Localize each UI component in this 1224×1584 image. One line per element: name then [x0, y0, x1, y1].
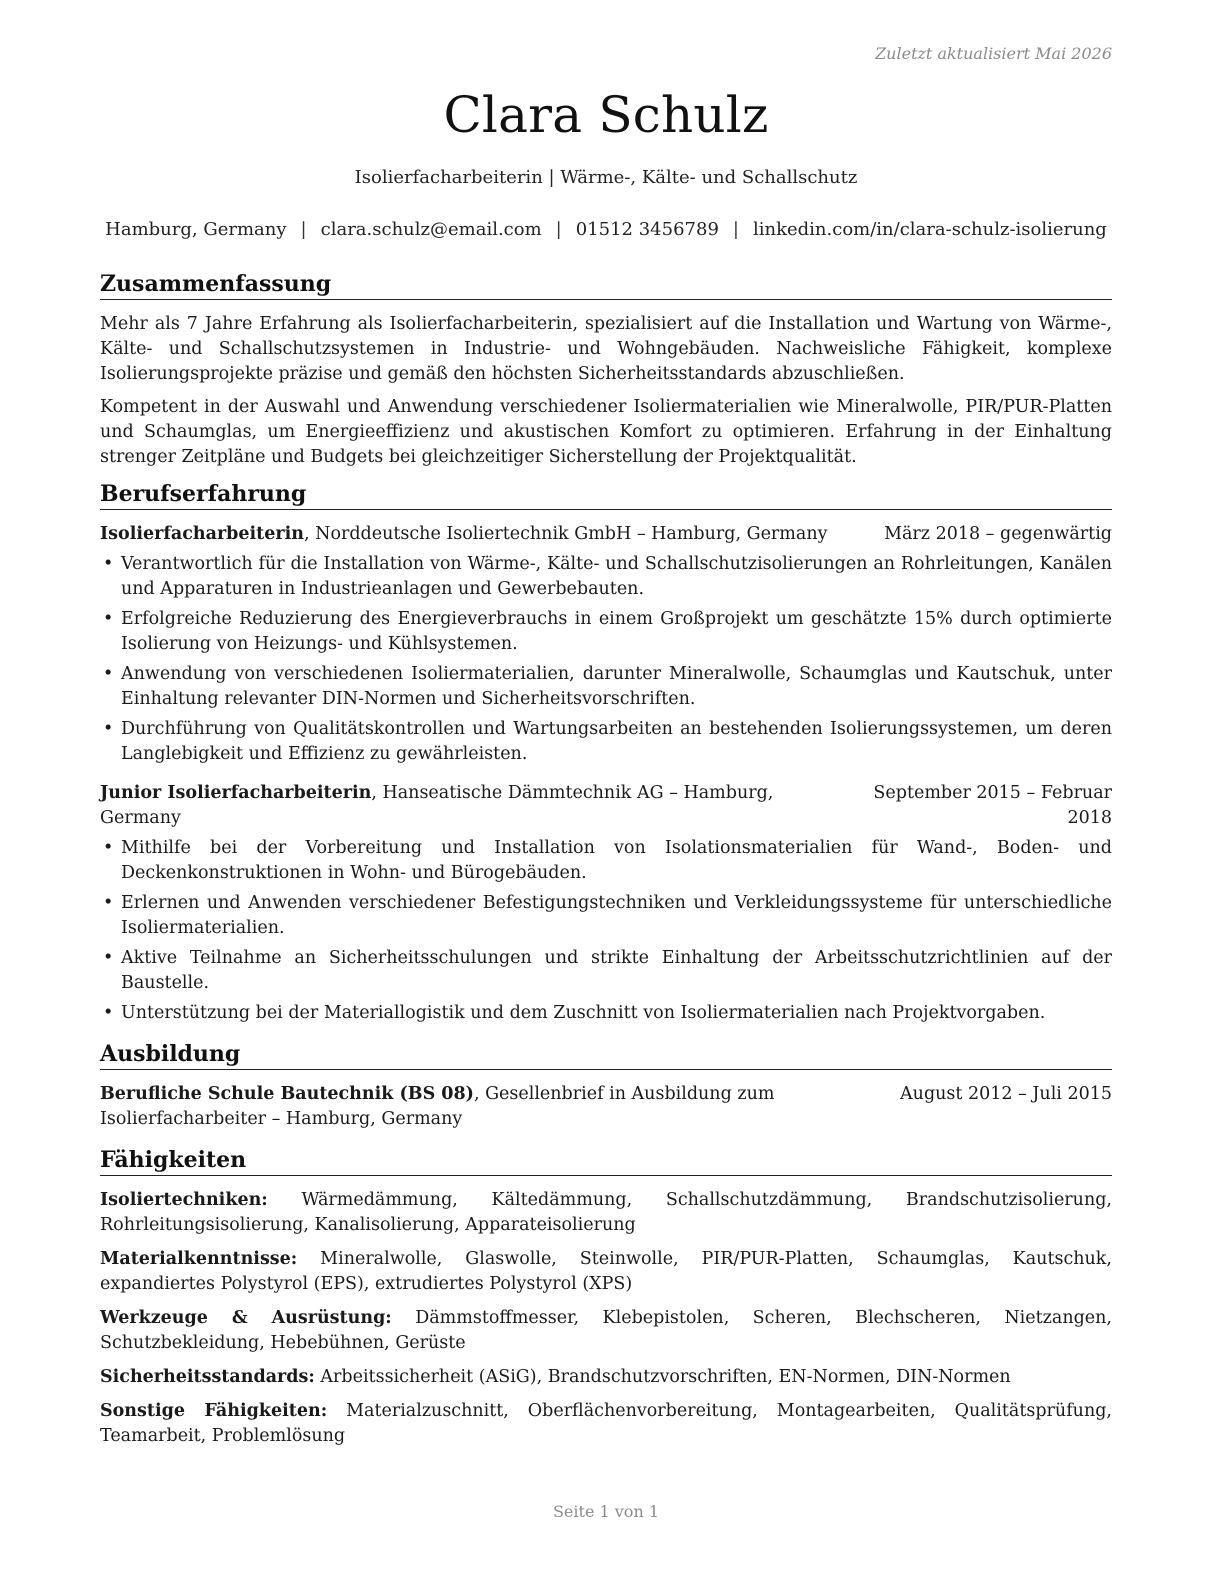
bullet-icon: •: [103, 719, 114, 739]
skill-row: [100, 1188, 1112, 1238]
contact-separator: |: [555, 219, 562, 240]
job-dates: September 2015 – Februar 2018: [873, 783, 1112, 828]
bullet-icon: •: [103, 609, 114, 629]
summary-paragraph: Kompetent in der Auswahl und Anwendung verschiedener Isoliermaterialien wie Mineralwolle, PIR/PUR-Platten und Schaumglas, um Energieeffizienz und akustischen Komfort zu optimieren. Erfahrung in der Einhaltung strenger Zeitpläne und Budgets bei gleichzeitiger Sicherstellung der Projektqualität.: [100, 397, 1112, 467]
skill-label: Isoliertechniken:: [100, 1190, 268, 1210]
list-item: • Erlernen und Anwenden verschiedener Befestigungstechniken und Verkleidungssysteme für unterschiedliche Isoliermaterialien.: [103, 893, 1112, 938]
summary-paragraph: Mehr als 7 Jahre Erfahrung als Isolierfacharbeiterin, spezialisiert auf die Installation und Wartung von Wärme-, Kälte- und Schallschutzsystemen in Industrie- und Wohngebäuden. Nachweisliche Fähigkeit, komplexe Isolierungsprojekte präzise und gemäß den höchsten Sicherheitsstandards abzuschließen.: [100, 314, 1112, 384]
job-company: , Hanseatische Dämmtechnik AG – Hamburg, Germany: [100, 783, 774, 828]
job-bullets: [100, 552, 1112, 767]
section-title-experience: Berufserfahrung: [100, 480, 1112, 510]
list-item: • Unterstützung bei der Materiallogistik und dem Zuschnitt von Isoliermaterialien nach Projektvorgaben.: [100, 1001, 1112, 1026]
bullet-icon: •: [103, 554, 114, 574]
skill-row: [100, 1365, 1112, 1390]
list-item: • Anwendung von verschiedenen Isoliermaterialien, darunter Mineralwolle, Schaumglas und Kautschuk, unter Einhaltung relevanter DIN-Normen und Sicherheitsvorschriften.: [103, 664, 1112, 709]
skill-value: Dämmstoffmesser, Klebepistolen, Scheren, Blechscheren, Nietzangen, Schutzbekleidung, Hebebühnen, Gerüste: [100, 1308, 1112, 1353]
bullet-icon: •: [103, 838, 114, 858]
skill-value: Wärmedämmung, Kältedämmung, Schallschutzdämmung, Brandschutzisolierung, Rohrleitungsisolierung, Kanalisolierung, Apparateisolierung: [100, 1190, 1112, 1235]
job-bullets: [100, 836, 1112, 1026]
job-role: Isolierfacharbeiterin: [100, 524, 304, 544]
bullet-icon: •: [103, 664, 114, 684]
skill-label: Sicherheitsstandards:: [100, 1367, 315, 1387]
education-entry: [100, 1082, 1112, 1132]
page-number: Seite 1 von 1: [552, 1502, 660, 1521]
summary-section: [100, 270, 1112, 470]
list-item: • Durchführung von Qualitätskontrollen und Wartungsarbeiten an bestehenden Isolierungssystemen, um deren Langlebigkeit und Effizienz zu gewährleisten.: [103, 719, 1112, 764]
experience-section: [100, 480, 1112, 1026]
skill-label: Werkzeuge & Ausrüstung:: [100, 1308, 392, 1328]
job-dates: März 2018 – gegenwärtig: [884, 524, 1112, 544]
skill-value: Arbeitssicherheit (ASiG), Brandschutzvorschriften, EN-Normen, DIN-Normen: [320, 1367, 1011, 1387]
list-item: • Erfolgreiche Reduzierung des Energieverbrauchs in einem Großprojekt um geschätzte 15% durch optimierte Isolierung von Heizungs- und Kühlsystemen.: [103, 609, 1112, 654]
education-dates: August 2012 – Juli 2015: [900, 1084, 1112, 1104]
education-detail: , Gesellenbrief in Ausbildung zum Isolierfacharbeiter – Hamburg, Germany: [100, 1084, 775, 1129]
contact-phone: 01512 3456789: [575, 219, 719, 240]
skill-value: Mineralwolle, Glaswolle, Steinwolle, PIR/PUR-Platten, Schaumglas, Kautschuk, expandiertes Polystyrol (EPS), extrudiertes Polystyrol (XPS): [100, 1249, 1112, 1294]
skill-row: [100, 1306, 1112, 1356]
job-entry: [100, 522, 1112, 767]
skills-section: [100, 1146, 1112, 1449]
bullet-icon: •: [103, 1003, 114, 1023]
skill-value: Materialzuschnitt, Oberflächenvorbereitung, Montagearbeiten, Qualitätsprüfung, Teamarbeit, Problemlösung: [100, 1401, 1112, 1446]
bullet-icon: •: [103, 948, 114, 968]
job-header: [100, 781, 1112, 831]
skill-label: Materialkenntnisse:: [100, 1249, 298, 1269]
candidate-name: Clara Schulz: [443, 86, 769, 144]
education-school: Berufliche Schule Bautechnik (BS 08): [100, 1084, 474, 1104]
bullet-icon: •: [103, 893, 114, 913]
section-title-summary: Zusammenfassung: [100, 270, 1112, 300]
section-title-skills: Fähigkeiten: [100, 1146, 1112, 1176]
last-updated: Zuletzt aktualisiert Mai 2026: [875, 44, 1112, 63]
job-company: , Norddeutsche Isoliertechnik GmbH – Hamburg, Germany: [304, 524, 828, 544]
contact-location: Hamburg, Germany: [105, 219, 287, 240]
contact-line: [80, 219, 1132, 240]
contact-separator: |: [732, 219, 739, 240]
section-title-education: Ausbildung: [100, 1040, 1112, 1070]
job-header: [100, 522, 1112, 547]
skill-row: [100, 1247, 1112, 1297]
education-section: [100, 1040, 1112, 1132]
skill-label: Sonstige Fähigkeiten:: [100, 1401, 328, 1421]
contact-separator: |: [300, 219, 307, 240]
skill-row: [100, 1399, 1112, 1449]
contact-email[interactable]: clara.schulz@email.com: [320, 219, 542, 240]
job-role: Junior Isolierfacharbeiterin: [100, 783, 372, 803]
contact-linkedin[interactable]: linkedin.com/in/clara-schulz-isolierung: [752, 219, 1107, 240]
resume-content: [100, 270, 1112, 1459]
resume-page: [100, 0, 1112, 1584]
list-item: • Verantwortlich für die Installation von Wärme-, Kälte- und Schallschutzisolierungen an Rohrleitungen, Kanälen und Apparaturen in Industrieanlagen und Gewerbebauten.: [103, 554, 1112, 599]
list-item: • Aktive Teilnahme an Sicherheitsschulungen und strikte Einhaltung der Arbeitsschutzrichtlinien auf der Baustelle.: [103, 948, 1112, 993]
tagline: Isolierfacharbeiterin | Wärme-, Kälte- und Schallschutz: [354, 167, 858, 188]
list-item: • Mithilfe bei der Vorbereitung und Installation von Isolationsmaterialien für Wand-, Boden- und Deckenkonstruktionen in Wohn- und Bürogebäuden.: [103, 838, 1112, 883]
job-entry: [100, 781, 1112, 1026]
